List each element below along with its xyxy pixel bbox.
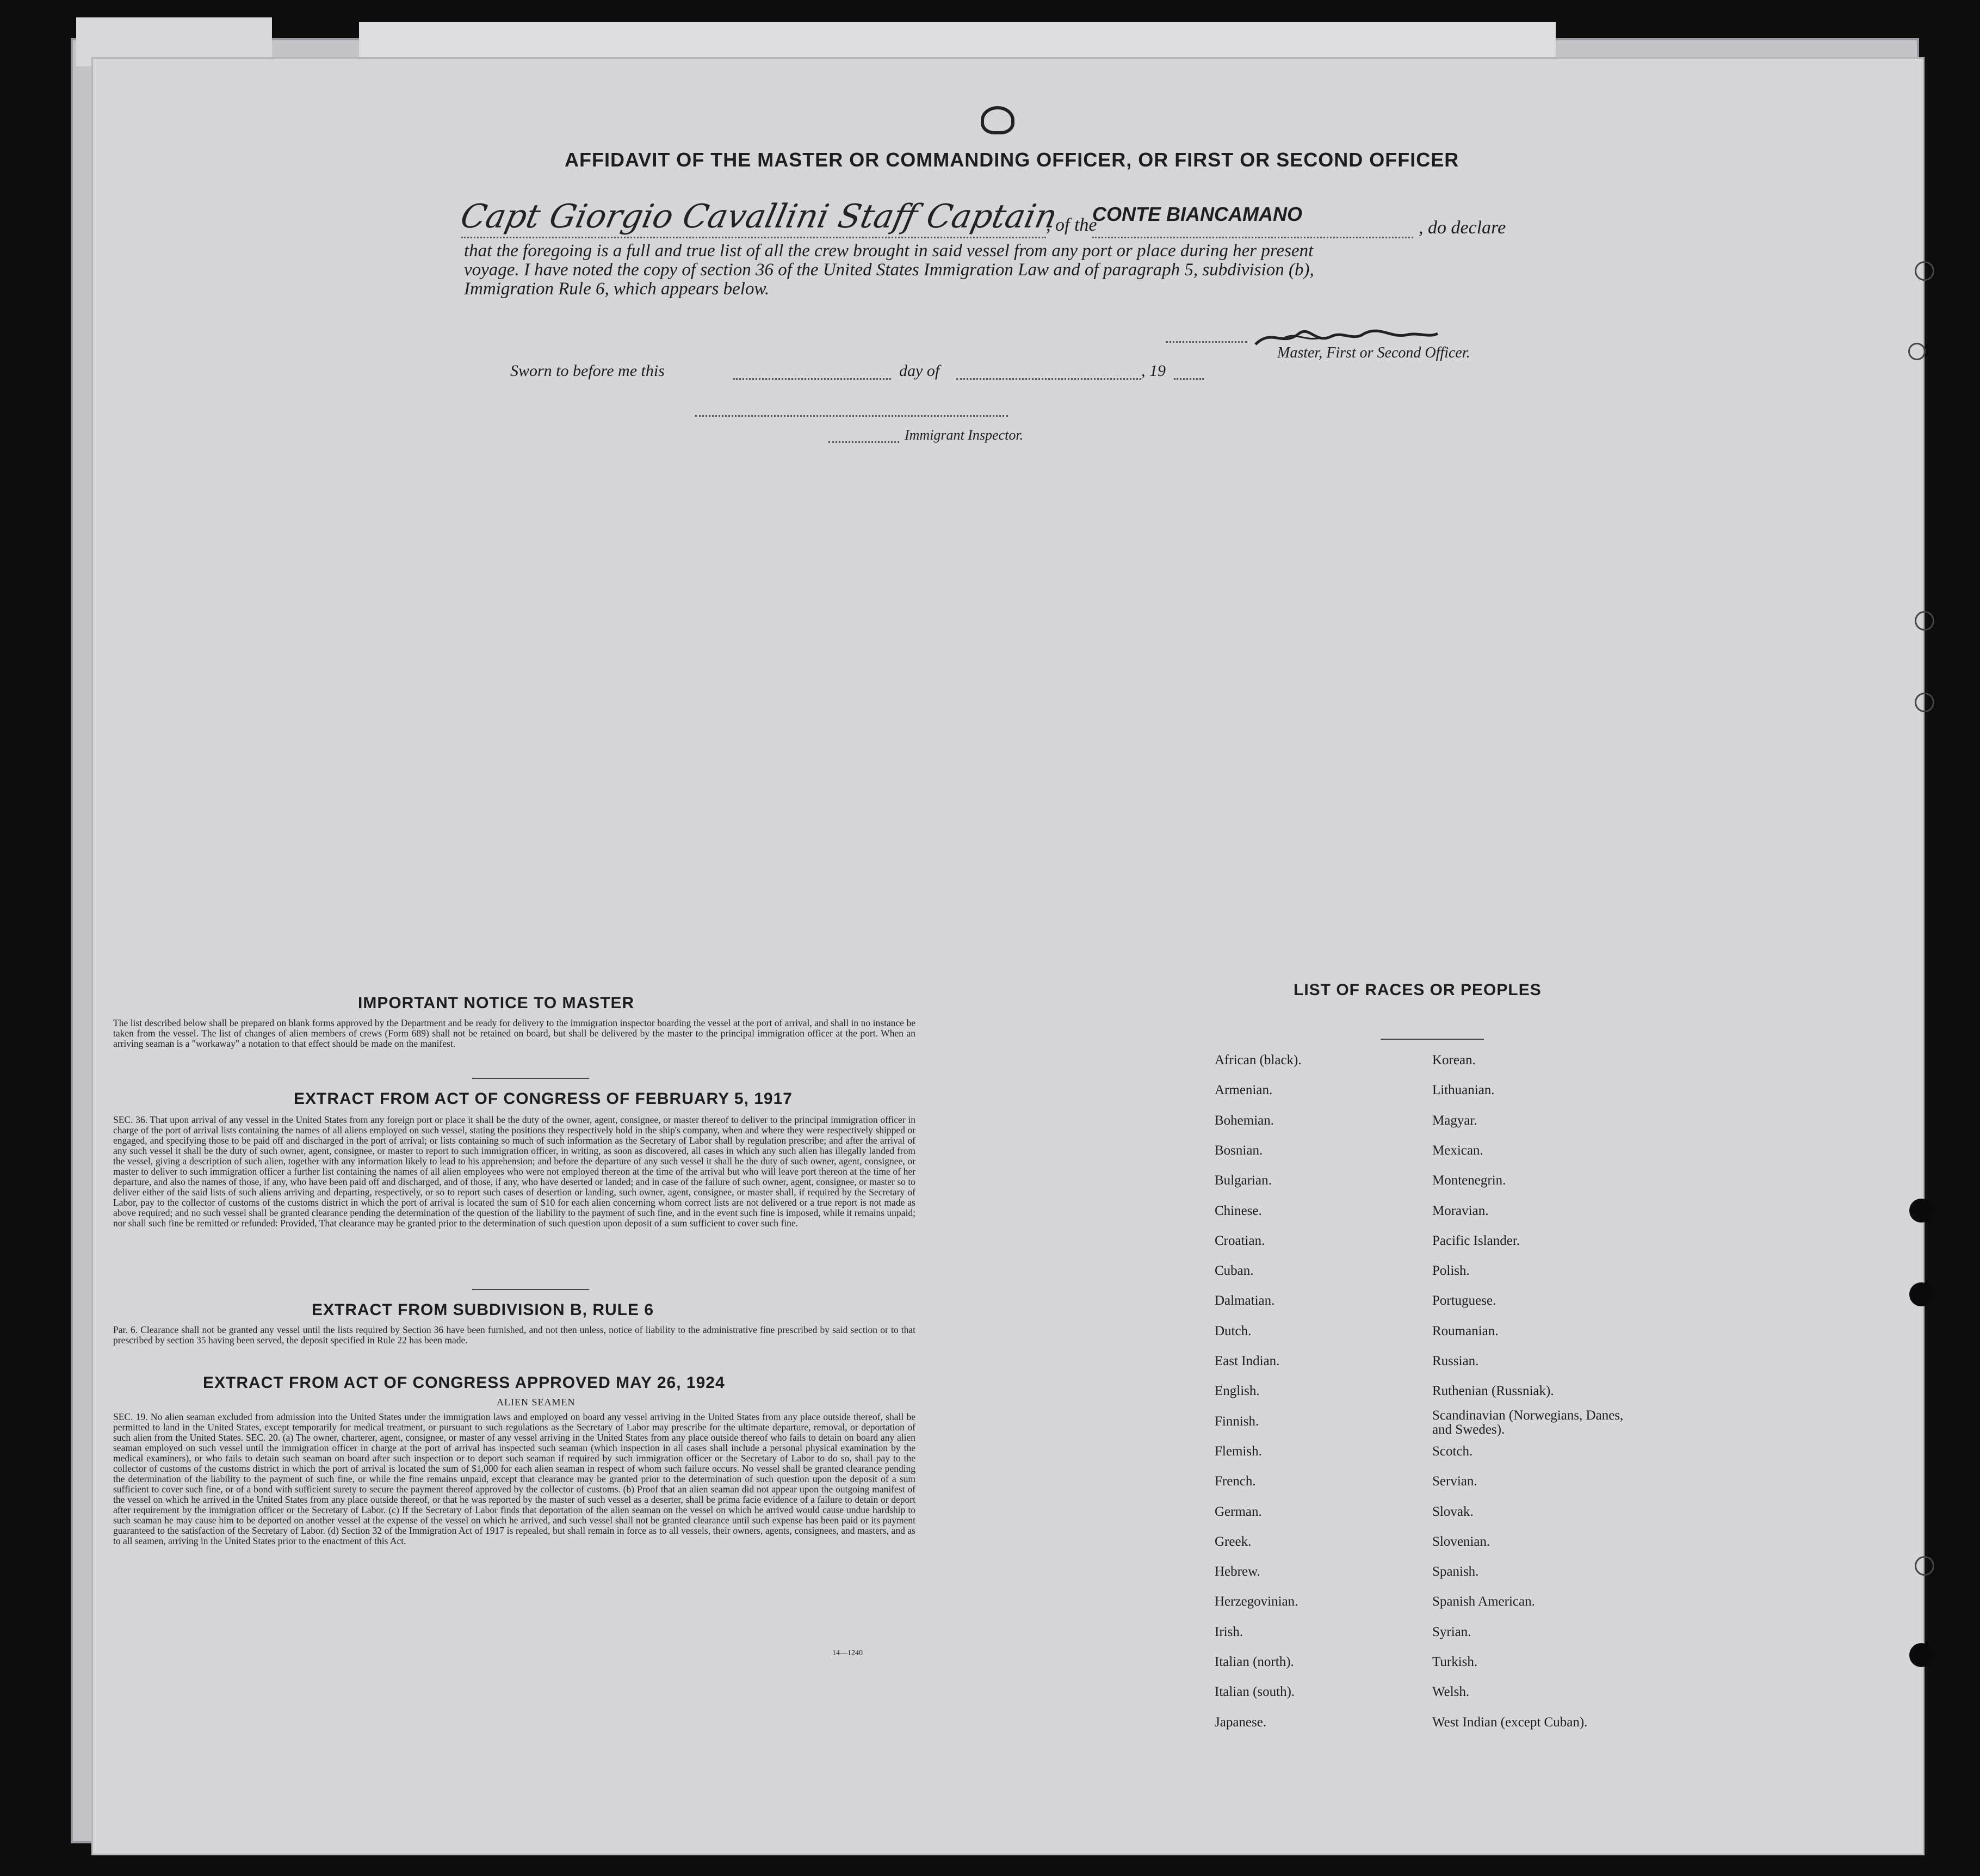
extract-1917-text: SEC. 36. That upon arrival of any vessel in the United States from any foreign port or place it shall be the duty of the owner, agent, consignee, or master thereof to deliver to the principal immigration officer in charge of the port of arrival lists containing the names of all aliens employed on such vessel, stating the positions they respectively hold in the ship's company, when and where they were respectively shipped or engaged, and specifying those to be paid off and discharged in the port of arrival; or lists containing so much of such information as the Secretary of Labor shall by regulation prescribe; and after the arrival of any such vessel it shall be the duty of such owner, agent, consignee, or master to report to such immigration officer, in writing, as soon as discovered, all cases in which any such alien has illegally landed from the vessel, giving a description of such alien, together with any information likely to lead to his apprehension; and before the departure of any such vessel it shall be the duty of such owner, agent, consignee, or master to deliver to such immigration officer a further list containing the names of all alien employees who were not employed thereon at the time of the arrival but who will leave port thereon at the time of her departure, and also the names of those, if any, who have been paid off and discharged, and of those, if any, who have deserted or landed; and in case of the failure of such owner, agent, consignee, or master so to deliver either of the said lists of such aliens arriving and departing, respectively, or so to report such cases of desertion or landing, such owner, agent, consignee, or master shall, if required by the Secretary of Labor, pay to the collector of customs of the customs district in which the port of arrival is located the sum of $10 for each alien concerning whom correct lists are not delivered or a true report is not made as above required; and no such vessel shall be granted clearance pending the determination of the question of the liability to the payment of such fine, and in the event such fine is imposed, while it remains unpaid; nor shall such fine be remitted or refunded: Provided, That clearance may be granted prior to the determination of such question upon deposit of a sum sufficient to cover such fine. [113, 1114, 915, 1229]
race-item: Scotch. [1432, 1444, 1473, 1459]
extract-rule6-heading: EXTRACT FROM SUBDIVISION B, RULE 6 [312, 1301, 654, 1319]
race-item: Slovenian. [1432, 1534, 1490, 1549]
notice-text: The list described below shall be prepared on blank forms approved by the Department and be ready for delivery to the immigration inspector boarding the vessel at the port of arrival, and shall in no instance be taken from the vessel. The list of changes of alien members of crews (Form 689) shall not be retained on board, but shall be delivered by the master to the principal immigration officer at the port. When an arriving seaman is a "workaway" a notation to that effect should be made on the manifest. [113, 1017, 915, 1049]
race-item: Magyar. [1432, 1113, 1477, 1128]
binder-hole [1908, 343, 1926, 360]
inspector-label: Immigrant Inspector. [905, 427, 1024, 443]
race-item: Servian. [1432, 1474, 1477, 1489]
sworn-day-line [733, 378, 891, 380]
race-item: Croatian. [1215, 1233, 1265, 1248]
extract-rule6-text: Par. 6. Clearance shall not be granted any vessel until the lists required by Section 36 have been furnished, and not then unless, notice of liability to the administrative fine prescribed by said section or to that prescribed by section 35 having been served, the deposit specified in Rule 22 has been made. [113, 1324, 915, 1346]
sworn-text: Sworn to before me this [510, 362, 665, 380]
race-item: Finnish. [1215, 1414, 1259, 1429]
race-item: Bulgarian. [1215, 1173, 1272, 1188]
race-item: Bosnian. [1215, 1143, 1263, 1158]
race-item: Roumanian. [1432, 1324, 1499, 1338]
race-item: Portuguese. [1432, 1293, 1496, 1308]
race-item: Syrian. [1432, 1625, 1471, 1639]
race-item: Italian (south). [1215, 1684, 1295, 1699]
do-declare-label: , do declare [1419, 218, 1506, 238]
sworn-month-line [956, 378, 1141, 380]
vessel-name: CONTE BIANCAMANO [1092, 203, 1302, 225]
name-line [461, 237, 1046, 238]
race-item: Mexican. [1432, 1143, 1483, 1158]
race-item: African (black). [1215, 1053, 1302, 1067]
signature-line [1166, 341, 1247, 343]
divider [1381, 1039, 1484, 1040]
day-of-label: day of [899, 362, 940, 380]
race-item: Dutch. [1215, 1324, 1252, 1338]
inspector-signature-line [695, 415, 1008, 417]
master-label: Master, First or Second Officer. [1277, 344, 1470, 361]
divider [472, 1289, 589, 1290]
race-item: Bohemian. [1215, 1113, 1274, 1128]
extract-1917-heading: EXTRACT FROM ACT OF CONGRESS OF FEBRUARY 5, 1917 [294, 1090, 793, 1108]
divider [472, 1078, 589, 1079]
binder-hole [1915, 261, 1934, 281]
race-item: Turkish. [1432, 1655, 1478, 1669]
race-item: Italian (north). [1215, 1655, 1294, 1669]
race-item: Scandinavian (Norwegians, Danes, and Swedes). [1432, 1408, 1624, 1437]
extract-1924-heading: EXTRACT FROM ACT OF CONGRESS APPROVED MAY 26, 1924 [203, 1374, 725, 1392]
extract-1924-text: SEC. 19. No alien seaman excluded from admission into the United States under the immigration laws and employed on board any vessel arriving in the United States from any place outside thereof, shall be permitted to land in the United States, except temporarily for medical treatment, or pursuant to such regulations as the Secretary of Labor may prescribe for the ultimate departure, removal, or deportation of such alien from the United States. SEC. 20. (a) The owner, charterer, agent, consignee, or master of any vessel arriving in the United States from any place outside thereof who fails to detain on board any alien seaman employed on such vessel until the immigration officer in charge at the port of arrival has inspected such seaman (which inspection in all cases shall include a personal physical examination by the medical examiners), or who fails to detain such seaman on board after such inspection or to deport such seaman if required by such immigration officer or the Secretary of Labor to do so, shall pay to the collector of customs of the customs district in which the port of arrival is located the sum of $1,000 for each alien seaman in respect of whom such failure occurs. No vessel shall be granted clearance pending the determination of the liability to the payment of such fine, or while the fine remains unpaid, except that clearance may be granted prior to the determination of such question upon the deposit of a sum sufficient to cover such fine, or of a bond with sufficient surety to secure the payment thereof approved by the collector of customs. (b) Proof that an alien seaman did not appear upon the outgoing manifest of the vessel on which he arrived in the United States from any place outside thereof, or that he was reported by the master of such vessel as a deserter, shall be prima facie evidence of a failure to detain or deport after requirement by the immigration officer or the Secretary of Labor. (c) If the Secretary of Labor finds that deportation of the alien seaman on the vessel on which he arrived would cause undue hardship to such seaman he may cause him to be deported on another vessel at the expense of the vessel on which he arrived, and such vessel shall not be granted clearance until such expense has been paid or its payment guaranteed to the satisfaction of the Secretary of Labor. (d) Section 32 of the Immigration Act of 1917 is repealed, but shall remain in force as to all vessels, their owners, agents, consignees, and masters, and as to all seamen, arriving in the United States prior to the enactment of this Act. [113, 1411, 915, 1546]
race-item: East Indian. [1215, 1354, 1280, 1368]
vessel-line [1092, 237, 1413, 238]
punch-hole [1909, 1643, 1933, 1667]
race-item: Ruthenian (Russniak). [1432, 1384, 1554, 1398]
race-item: Spanish American. [1432, 1594, 1535, 1609]
race-item: Irish. [1215, 1625, 1243, 1639]
notice-heading: IMPORTANT NOTICE TO MASTER [358, 994, 635, 1012]
affidavit-title: AFFIDAVIT OF THE MASTER OR COMMANDING OFFICER, OR FIRST OR SECOND OFFICER [565, 149, 1459, 171]
of-the-label: , of the [1046, 215, 1097, 235]
year-line [1174, 378, 1204, 380]
race-item: Flemish. [1215, 1444, 1262, 1459]
race-item: Armenian. [1215, 1083, 1273, 1097]
race-item: Greek. [1215, 1534, 1252, 1549]
printer-mark-icon [981, 106, 1014, 134]
punch-hole [1909, 1282, 1933, 1306]
race-item: Polish. [1432, 1263, 1470, 1278]
affidavit-line-3: Immigration Rule 6, which appears below. [464, 279, 770, 299]
race-item: Welsh. [1432, 1684, 1470, 1699]
punch-hole [1909, 1199, 1933, 1223]
race-item: German. [1215, 1504, 1262, 1519]
document-page [91, 57, 1925, 1855]
binder-hole [1915, 611, 1934, 631]
race-item: Slovak. [1432, 1504, 1474, 1519]
race-item: English. [1215, 1384, 1260, 1398]
race-item: West Indian (except Cuban). [1432, 1715, 1588, 1730]
race-item: Korean. [1432, 1053, 1476, 1067]
race-item: Spanish. [1432, 1564, 1479, 1579]
race-item: Dalmatian. [1215, 1293, 1275, 1308]
race-item: Lithuanian. [1432, 1083, 1495, 1097]
race-item: Chinese. [1215, 1204, 1262, 1218]
race-item: French. [1215, 1474, 1256, 1489]
race-item: Japanese. [1215, 1715, 1267, 1730]
race-item: Moravian. [1432, 1204, 1489, 1218]
race-item: Herzegovinian. [1215, 1594, 1298, 1609]
year-prefix: , 19 [1141, 362, 1166, 380]
alien-seamen-subheading: ALIEN SEAMEN [497, 1397, 576, 1408]
race-item: Russian. [1432, 1354, 1479, 1368]
race-item: Hebrew. [1215, 1564, 1260, 1579]
inspector-dots [828, 441, 899, 443]
race-item: Cuban. [1215, 1263, 1254, 1278]
affidavit-line-2: voyage. I have noted the copy of section 36 of the United States Immigration Law and of paragraph 5, subdivision (b), [464, 260, 1314, 280]
handwritten-name: Capt Giorgio Cavallini Staff Captain [457, 198, 1061, 236]
form-number: 14—1240 [832, 1649, 863, 1657]
binder-hole [1915, 1556, 1934, 1576]
race-item: Montenegrin. [1432, 1173, 1506, 1188]
binder-hole [1915, 693, 1934, 712]
races-heading: LIST OF RACES OR PEOPLES [1294, 981, 1542, 999]
race-item: Pacific Islander. [1432, 1233, 1520, 1248]
affidavit-line-1: that the foregoing is a full and true list of all the crew brought in said vessel from any port or place during her present [464, 241, 1314, 261]
